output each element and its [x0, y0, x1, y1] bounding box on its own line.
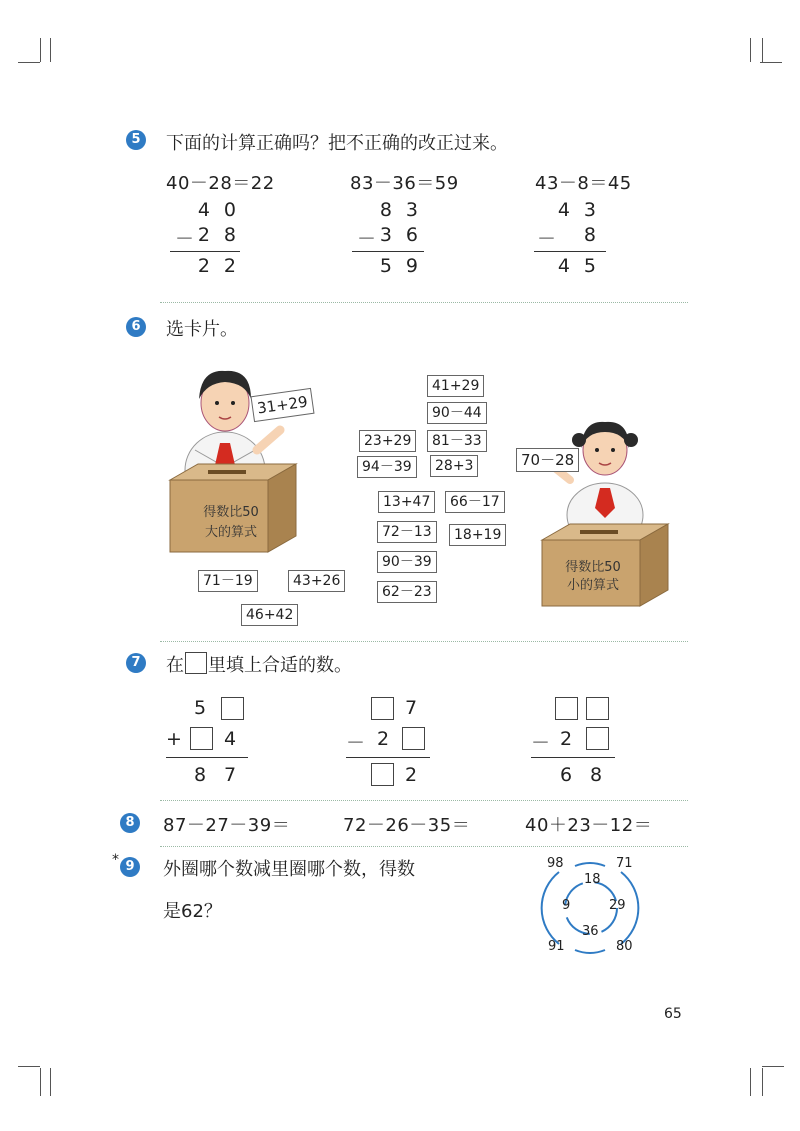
girl-held-card: 70－28 — [516, 448, 579, 472]
crop-mark — [762, 38, 763, 62]
q8-problem-3: 40＋23－12＝ — [525, 815, 653, 836]
q7-p2-result-digit: 2 — [405, 764, 418, 786]
section-divider — [160, 800, 688, 801]
card[interactable]: 62－23 — [377, 581, 437, 603]
inner-number: 9 — [562, 898, 571, 913]
box-right-label-line1: 得数比50 — [565, 560, 621, 575]
crop-mark — [50, 38, 51, 62]
outer-number: 80 — [616, 939, 633, 954]
crop-mark — [762, 1066, 784, 1067]
q5-vertical-3-rule — [534, 251, 606, 252]
q7-p2-digit: 7 — [405, 697, 418, 719]
crop-mark — [750, 38, 751, 62]
card[interactable]: 94－39 — [357, 456, 417, 478]
q7-p3-op: － — [531, 732, 551, 754]
q7-p1-digit: 5 — [194, 697, 207, 719]
q7-p2-blank[interactable] — [402, 727, 425, 750]
q5-vertical-2-minus: － — [357, 228, 377, 250]
q7-p3-digit: 2 — [560, 728, 573, 750]
q5-vertical-1-result: 22 — [197, 255, 250, 277]
crop-mark — [762, 1068, 763, 1096]
q5-vertical-1-bottom: 28 — [197, 224, 250, 246]
q7-instruction-prefix: 在 — [166, 655, 184, 676]
question-9-line1: 外圈哪个数减里圈哪个数，得数 — [163, 859, 415, 880]
q7-p1-result-digit: 8 — [194, 764, 207, 786]
q5-vertical-1-minus: － — [175, 228, 195, 250]
crop-mark — [760, 62, 782, 63]
q7-p1-digit: 4 — [224, 728, 237, 750]
card[interactable]: 28+3 — [430, 455, 478, 477]
box-left-label-line1: 得数比50 — [203, 505, 259, 520]
q5-vertical-2-bottom: 36 — [379, 224, 432, 246]
blank-box-icon — [185, 652, 207, 674]
q7-instruction-suffix: 里填上合适的数。 — [208, 655, 352, 676]
question-9-line2: 是62？ — [163, 901, 222, 922]
boy-held-card: 31+29 — [250, 388, 314, 422]
outer-number: 71 — [616, 856, 633, 871]
q7-p3-blank[interactable] — [586, 697, 609, 720]
card[interactable]: 90－39 — [377, 551, 437, 573]
question-8-badge: 8 — [120, 813, 140, 833]
inner-number: 18 — [584, 872, 601, 887]
outer-number: 91 — [548, 939, 565, 954]
q7-p1-op: + — [166, 728, 182, 750]
q5-vertical-1-rule — [170, 251, 240, 252]
q5-vertical-2-top: 83 — [379, 199, 432, 221]
q5-vertical-3-bottom: 8 — [583, 224, 610, 246]
page-number: 65 — [664, 1006, 682, 1022]
q7-p2-rule — [346, 757, 430, 758]
q7-p3-result-digit: 6 — [560, 764, 573, 786]
inner-number: 36 — [582, 924, 599, 939]
card[interactable]: 23+29 — [359, 430, 416, 452]
crop-mark — [18, 1066, 40, 1067]
q7-p3-blank[interactable] — [555, 697, 578, 720]
card[interactable]: 13+47 — [378, 491, 435, 513]
q7-p2-blank[interactable] — [371, 763, 394, 786]
q5-vertical-3-top: 43 — [557, 199, 610, 221]
box-left-label-line2: 大的算式 — [204, 525, 257, 540]
question-7-badge: 7 — [126, 653, 146, 673]
section-divider — [160, 846, 688, 847]
card[interactable]: 66－17 — [445, 491, 505, 513]
q5-vertical-3-minus: － — [537, 228, 557, 250]
crop-mark — [40, 1068, 41, 1096]
card[interactable]: 18+19 — [449, 524, 506, 546]
card[interactable]: 81－33 — [427, 430, 487, 452]
q7-p2-blank[interactable] — [371, 697, 394, 720]
crop-mark — [40, 38, 41, 62]
crop-mark — [50, 1068, 51, 1096]
q5-equation-2: 83－36＝59 — [350, 173, 459, 194]
crop-mark — [18, 62, 40, 63]
q7-p1-rule — [166, 757, 248, 758]
section-divider — [160, 641, 688, 642]
card[interactable]: 72－13 — [377, 521, 437, 543]
question-9-badge: 9 — [120, 857, 140, 877]
section-divider — [160, 302, 688, 303]
question-6-badge: 6 — [126, 317, 146, 337]
q5-vertical-2-rule — [352, 251, 424, 252]
crop-mark — [750, 1068, 751, 1096]
q7-p3-result-digit: 8 — [590, 764, 603, 786]
q5-vertical-3-result: 45 — [557, 255, 610, 277]
q7-p1-blank[interactable] — [221, 697, 244, 720]
q8-problem-2: 72－26－35＝ — [343, 815, 471, 836]
q7-p3-blank[interactable] — [586, 727, 609, 750]
q8-problem-1: 87－27－39＝ — [163, 815, 291, 836]
q5-vertical-2-result: 59 — [379, 255, 432, 277]
q5-vertical-1-top: 40 — [197, 199, 250, 221]
optional-star: * — [112, 852, 119, 868]
box-right-label-line2: 小的算式 — [566, 578, 619, 593]
inner-number: 29 — [609, 898, 626, 913]
q7-p2-digit: 2 — [377, 728, 390, 750]
q5-equation-3: 43－8＝45 — [535, 173, 632, 194]
outer-number: 98 — [547, 856, 564, 871]
question-5-instruction: 下面的计算正确吗？把不正确的改正过来。 — [166, 133, 508, 154]
q7-p3-rule — [531, 757, 615, 758]
card[interactable]: 90－44 — [427, 402, 487, 424]
card[interactable]: 41+29 — [427, 375, 484, 397]
question-7-instruction — [166, 651, 352, 677]
card[interactable]: 43+26 — [288, 570, 345, 592]
q5-equation-1: 40－28＝22 — [166, 173, 275, 194]
question-5-badge: 5 — [126, 130, 146, 150]
question-6-instruction: 选卡片。 — [166, 319, 238, 340]
card[interactable]: 71－19 — [198, 570, 258, 592]
q7-p1-blank[interactable] — [190, 727, 213, 750]
q7-p2-op: － — [346, 732, 366, 754]
card[interactable]: 46+42 — [241, 604, 298, 626]
q7-p1-result-digit: 7 — [224, 764, 237, 786]
